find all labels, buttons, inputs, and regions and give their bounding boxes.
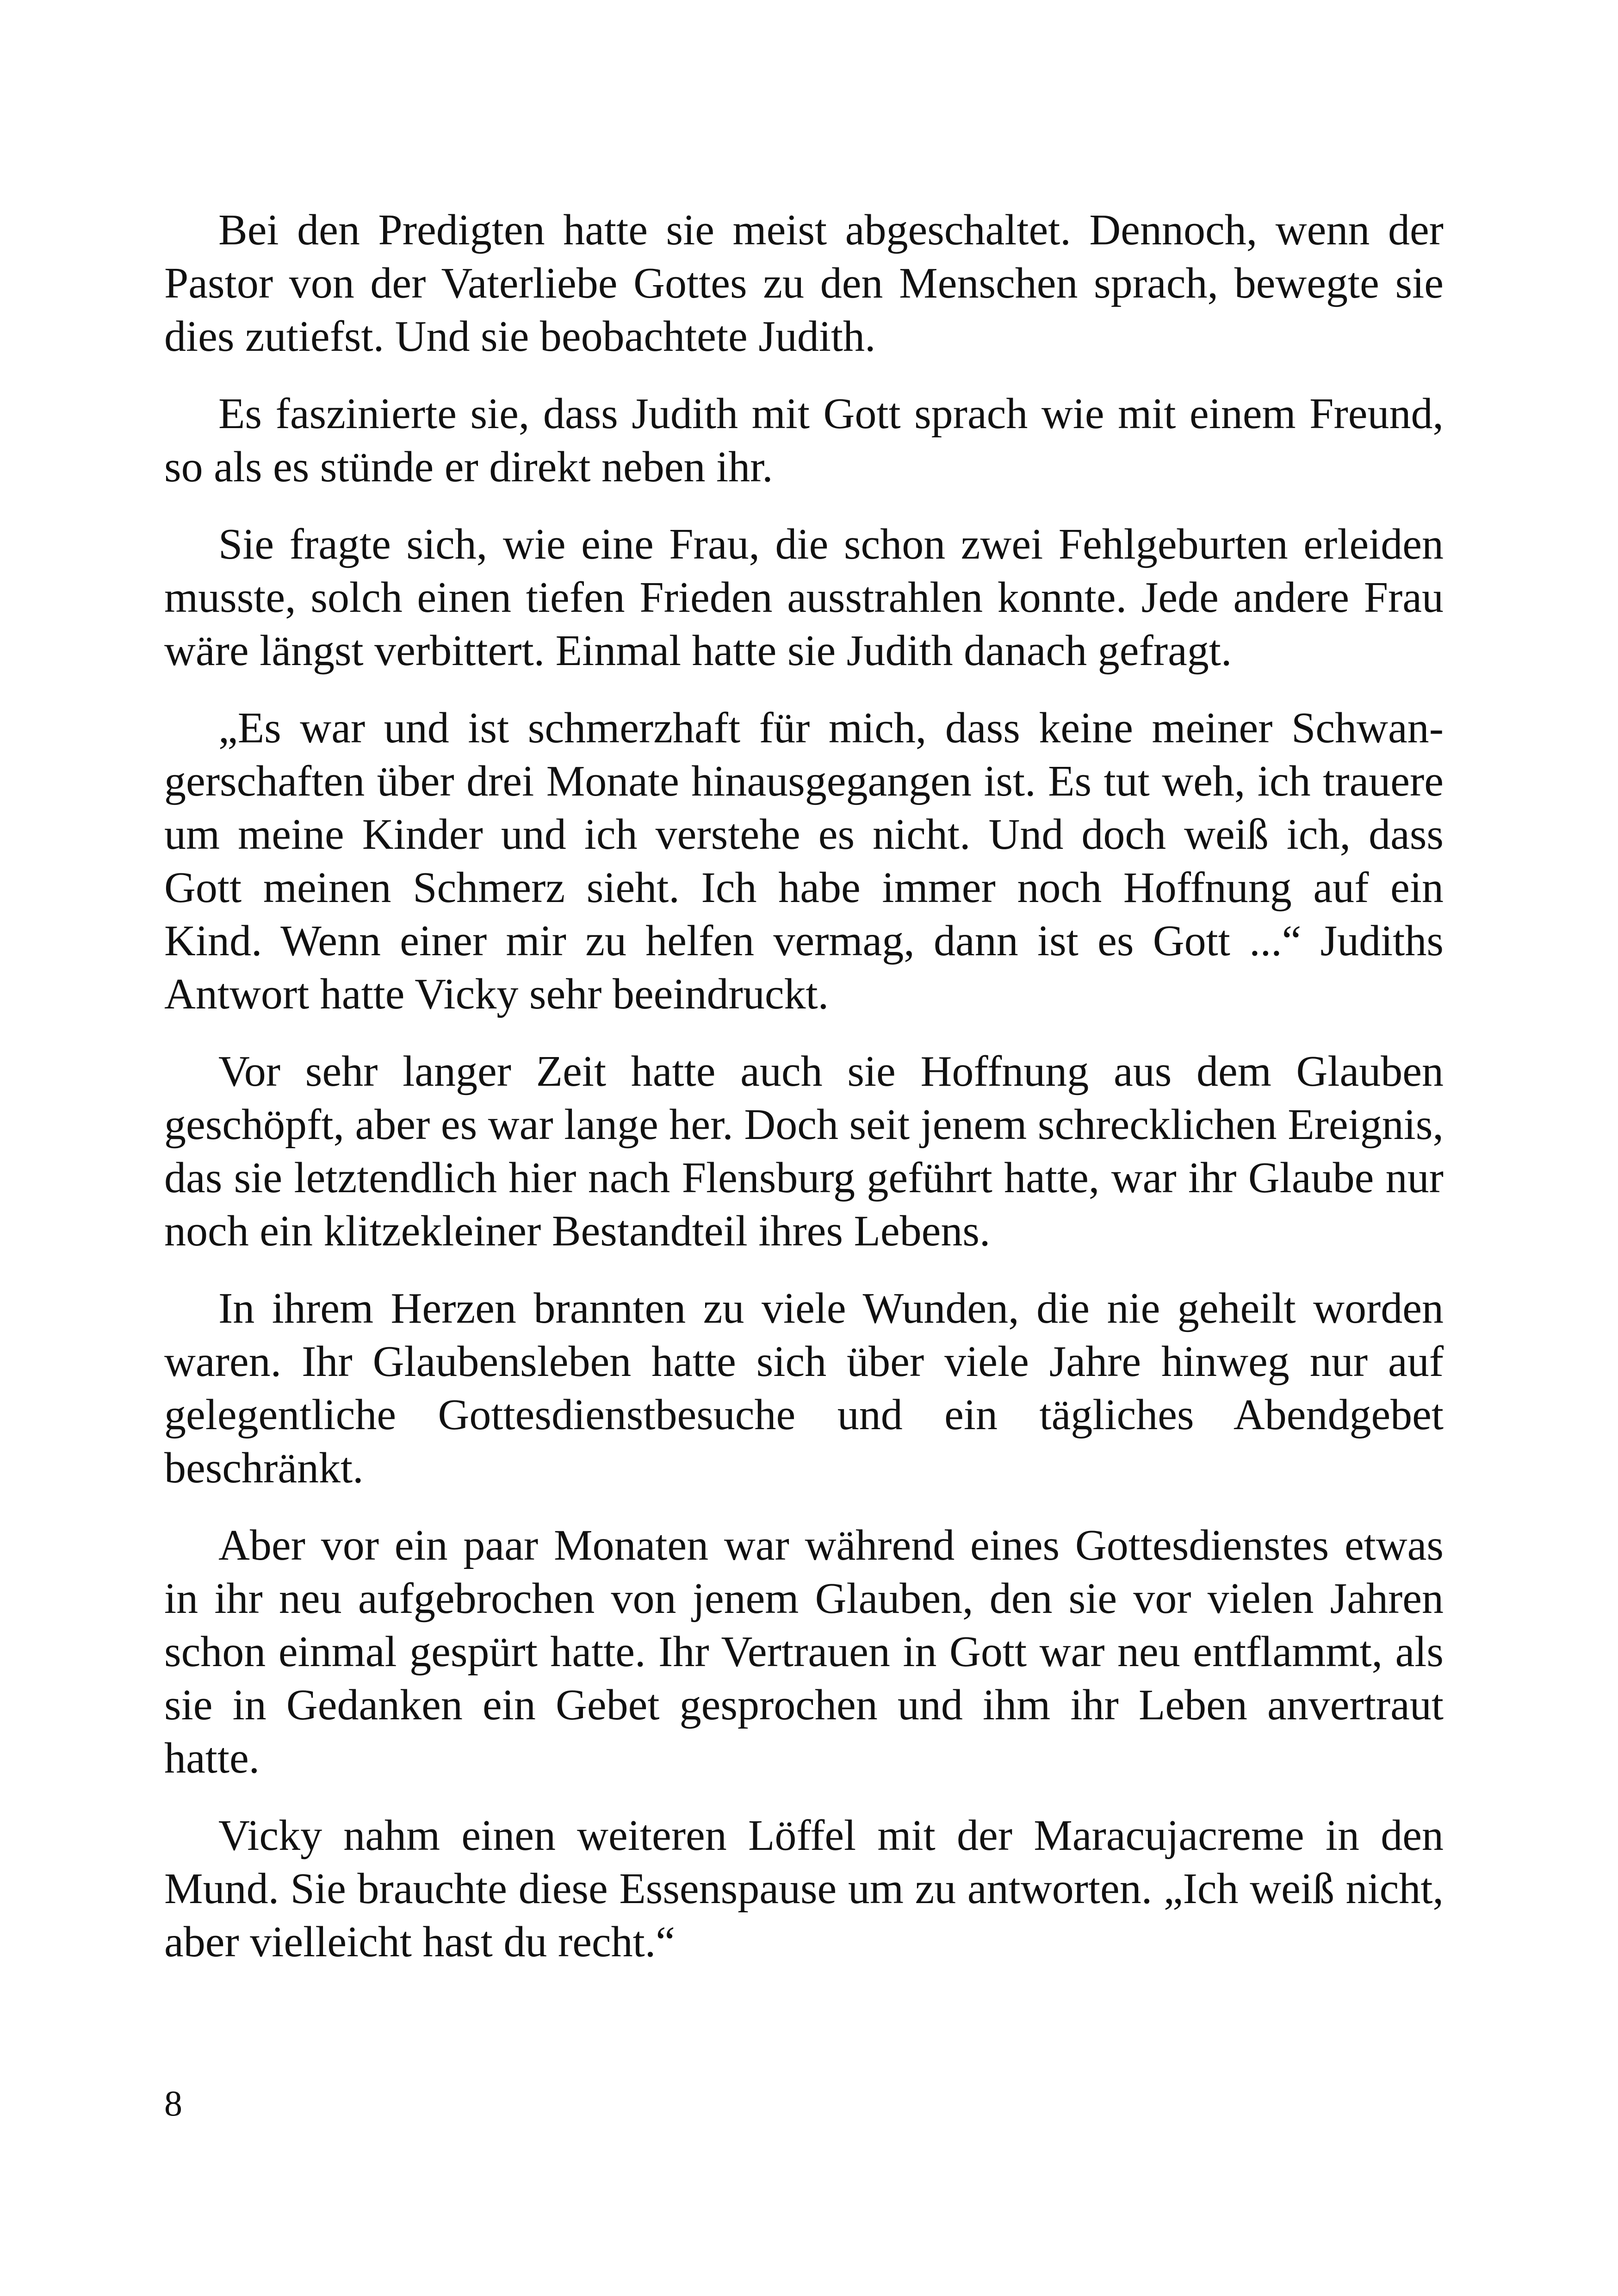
paragraph-2: Es faszinierte sie, dass Judith mit Gott sprach wie mit einem Freund, so als es stünde er direkt neben ihr.: [164, 390, 1444, 491]
paragraph-6: In ihrem Herzen brannten zu viele Wunden, die nie geheilt worden waren. Ihr Glaubensleben hatte sich über viele Jahre hinweg nur auf gelegentliche Gottesdienstbesuche und ein tägliches Abendgebet beschränkt.: [164, 1284, 1444, 1492]
paragraph-3: Sie fragte sich, wie eine Frau, die schon zwei Fehlgeburten erleiden musste, solch einen tiefen Frieden ausstrahlen konnte. Jede andere Frau wäre längst verbittert. Einmal hatte sie Judith danach gefragt.: [164, 520, 1444, 675]
page-number: 8: [164, 2083, 182, 2123]
paragraph-7: Aber vor ein paar Monaten war während eines Gottesdienstes etwas in ihr neu aufgebrochen von jenem Glauben, den sie vor vielen Jahren schon einmal gespürt hatte. Ihr Vertrauen in Gott war neu entflammt, als sie in Gedanken ein Gebet gesprochen und ihm ihr Leben anvertraut hatte.: [164, 1521, 1444, 1782]
paragraph-5: Vor sehr langer Zeit hatte auch sie Hoffnung aus dem Glauben geschöpft, aber es war lange her. Doch seit jenem schrecklichen Ereignis, das sie letztendlich hier nach Flensburg geführt hatte, war ihr Glaube nur noch ein klitzekleiner Bestandteil ihres Lebens.: [164, 1047, 1444, 1255]
body-text: [164, 204, 1444, 1969]
paragraph-4: „Es war und ist schmerzhaft für mich, dass keine meiner Schwangerschaften über drei Monate hinausgegangen ist. Es tut weh, ich trauere um meine Kinder und ich verstehe es nicht. Und doch weiß ich, dass Gott meinen Schmerz sieht. Ich habe immer noch Hoffnung auf ein Kind. Wenn einer mir zu helfen vermag, dann ist es Gott ...“ Judiths Antwort hatte Vicky sehr beeindruckt.: [164, 704, 1444, 1018]
paragraph-1: Bei den Predigten hatte sie meist abgeschaltet. Dennoch, wenn der Pastor von der Vaterliebe Gottes zu den Menschen sprach, bewegte sie dies zutiefst. Und sie beobachtete Judith.: [164, 206, 1444, 361]
paragraph-8: Vicky nahm einen weiteren Löffel mit der Maracujacreme in den Mund. Sie brauchte diese Essenspause um zu antworten. „Ich weiß nicht, aber vielleicht hast du recht.“: [164, 1811, 1444, 1966]
